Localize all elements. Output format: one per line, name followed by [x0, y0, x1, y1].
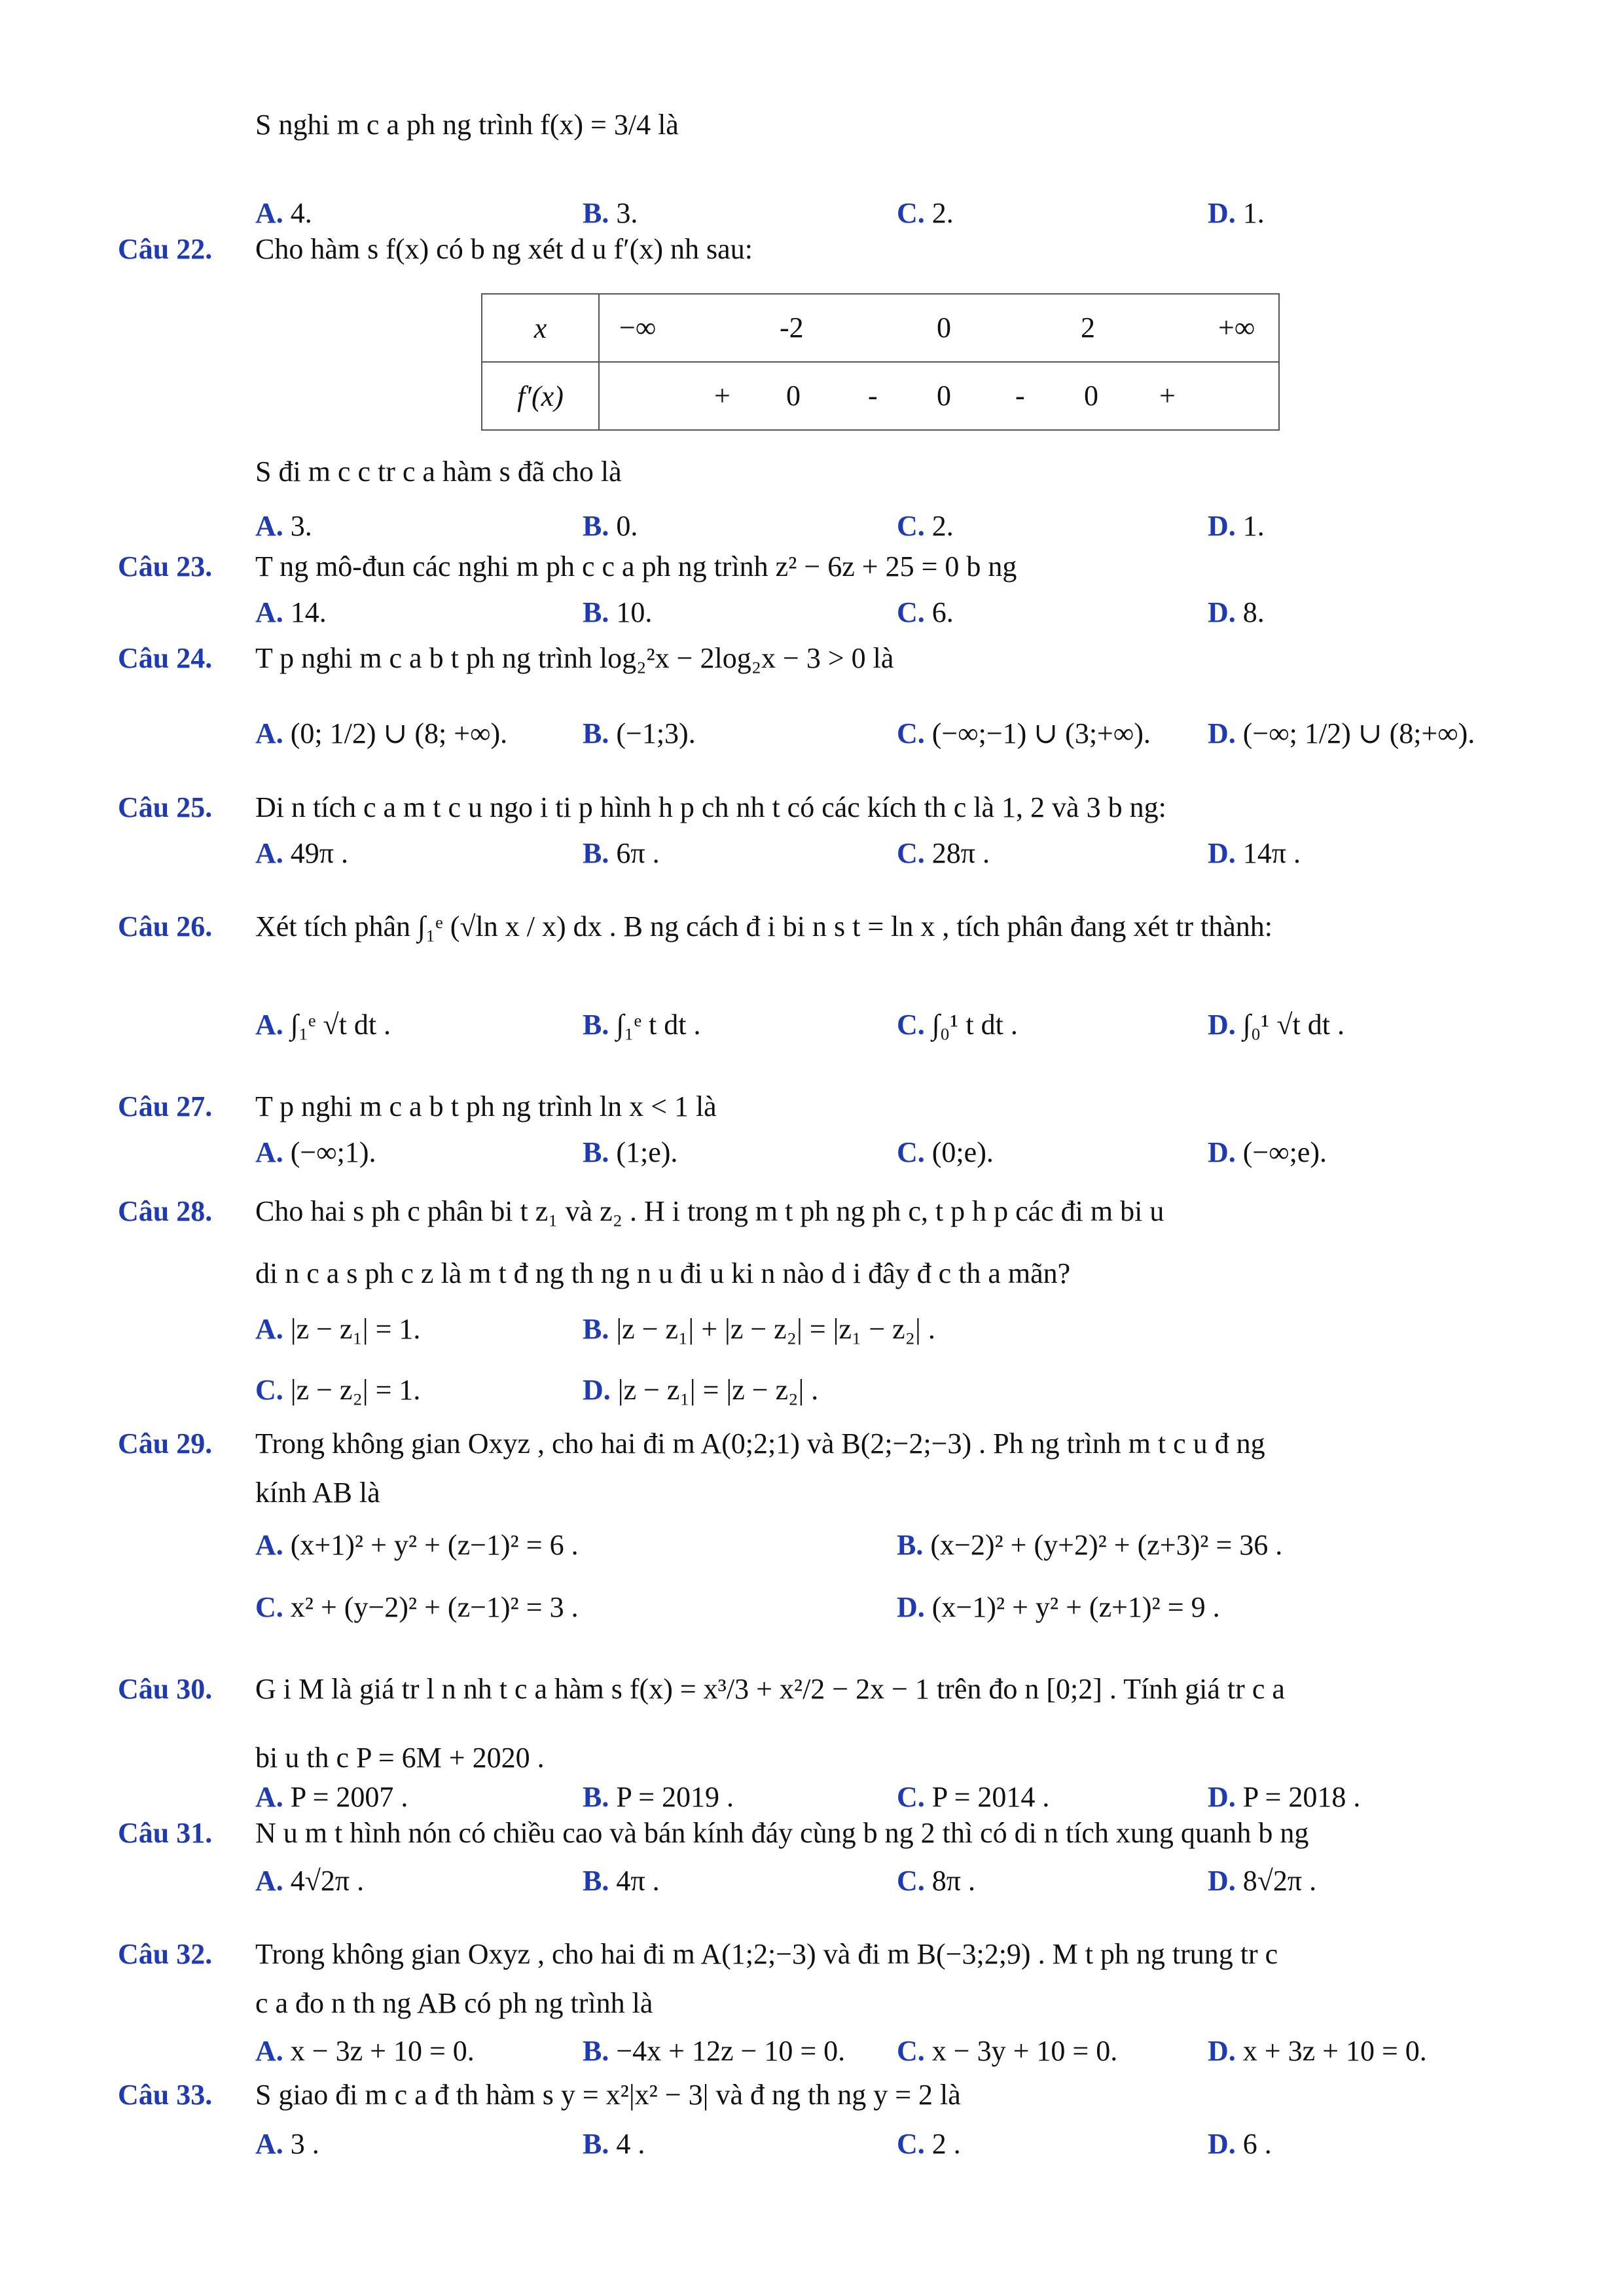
option-text: 3 . — [290, 2128, 319, 2160]
option-text: 3. — [290, 510, 312, 542]
answer-option — [583, 1008, 700, 1041]
option-letter: C. — [255, 1374, 283, 1406]
option-letter: B. — [583, 596, 609, 628]
answer-option — [255, 1373, 420, 1407]
option-letter: D. — [897, 1591, 925, 1623]
option-letter: C. — [897, 2128, 925, 2160]
answer-option — [897, 1864, 975, 1897]
question-number: Câu 24. — [118, 642, 213, 674]
answer-option — [583, 836, 660, 870]
option-letter: A. — [255, 1865, 283, 1897]
sign-value: 0 — [1084, 380, 1098, 412]
option-letter: B. — [583, 2128, 609, 2160]
option-text: 8√2π . — [1242, 1865, 1317, 1897]
option-text: 10. — [616, 596, 653, 628]
option-text: 2. — [931, 197, 954, 229]
answer-option — [1208, 1136, 1327, 1169]
question-text-continuation: di n c a s ph c z là m t đ ng th ng n u đi u ki n nào d i đây đ c th a mãn? — [255, 1257, 1071, 1289]
sign-table-x-label: x — [482, 294, 599, 362]
option-letter: A. — [255, 596, 283, 628]
option-letter: B. — [583, 1313, 609, 1345]
question-text: N u m t hình nón có chiều cao và bán kính đáy cùng b ng 2 thì có di n tích xung quanh b ng — [255, 1817, 1309, 1849]
option-letter: A. — [255, 2035, 283, 2067]
answer-option — [1208, 509, 1265, 543]
option-letter: B. — [583, 717, 609, 749]
option-text: 28π . — [931, 837, 990, 869]
question-text-continuation: S đi m c c tr c a hàm s đã cho là — [255, 456, 622, 488]
option-letter: A. — [255, 1781, 283, 1813]
question-text: Xét tích phân ∫₁ᵉ (√ln x / x) dx . B ng cách đ i bi n s t = ln x , tích phân đang xét tr thành: — [255, 910, 1273, 942]
answer-option — [255, 1590, 579, 1624]
option-letter: B. — [583, 197, 609, 229]
option-letter: A. — [255, 1009, 283, 1041]
option-text: (x−1)² + y² + (z+1)² = 9 . — [931, 1591, 1220, 1623]
option-text: 49π . — [290, 837, 348, 869]
option-text: |z − z₂| = 1. — [290, 1374, 421, 1406]
option-text: 2. — [931, 510, 954, 542]
answer-option — [897, 1590, 1220, 1624]
question-text-continuation: c a đo n th ng AB có ph ng trình là — [255, 1987, 653, 2019]
answer-option — [255, 2127, 319, 2161]
question-number: Câu 32. — [118, 1938, 213, 1970]
option-text: ∫₀¹ t dt . — [931, 1009, 1018, 1041]
answer-option — [1208, 596, 1265, 629]
question-text: T p nghi m c a b t ph ng trình ln x < 1 là — [255, 1090, 717, 1122]
answer-option — [897, 1528, 1282, 1562]
option-text: 2 . — [931, 2128, 961, 2160]
option-text: −4x + 12z − 10 = 0. — [616, 2035, 846, 2067]
answer-option — [255, 509, 312, 543]
answer-option — [1208, 1008, 1344, 1041]
option-letter: D. — [1208, 1136, 1236, 1168]
answer-option — [1208, 717, 1475, 750]
answer-option — [897, 2127, 961, 2161]
option-text: 4π . — [616, 1865, 660, 1897]
question-text: Trong không gian Oxyz , cho hai đi m A(0;2;1) và B(2;−2;−3) . Ph ng trình m t c u đ ng — [255, 1427, 1265, 1460]
option-text: 14π . — [1242, 837, 1301, 869]
answer-option — [255, 196, 312, 230]
answer-option — [897, 196, 954, 230]
option-text: x − 3z + 10 = 0. — [290, 2035, 475, 2067]
option-letter: A. — [255, 510, 283, 542]
option-text: (−∞;1). — [290, 1136, 376, 1168]
x-value: 0 — [937, 312, 951, 344]
answer-option — [583, 509, 638, 543]
option-text: x + 3z + 10 = 0. — [1242, 2035, 1427, 2067]
sign-value: + — [1159, 380, 1176, 412]
option-letter: C. — [897, 2035, 925, 2067]
question-text: Di n tích c a m t c u ngo i ti p hình h p ch nh t có các kích th c là 1, 2 và 3 b ng: — [255, 791, 1166, 823]
option-text: 6. — [931, 596, 954, 628]
question-text: T ng mô-đun các nghi m ph c c a ph ng trình z² − 6z + 25 = 0 b ng — [255, 550, 1017, 583]
option-letter: D. — [1208, 837, 1236, 869]
question-text: Trong không gian Oxyz , cho hai đi m A(1;2;−3) và đi m B(−3;2;9) . M t ph ng trung tr c — [255, 1938, 1278, 1970]
option-letter: A. — [255, 717, 283, 749]
answer-option — [583, 1373, 818, 1407]
question-number: Câu 26. — [118, 910, 213, 942]
sign-value: + — [714, 380, 731, 412]
option-letter: A. — [255, 1313, 283, 1345]
question-number: Câu 30. — [118, 1673, 213, 1705]
option-letter: C. — [897, 837, 925, 869]
question-text-continuation: kính AB là — [255, 1477, 380, 1509]
question-text-continuation: S nghi m c a ph ng trình f(x) = 3/4 là — [255, 109, 679, 141]
option-letter: C. — [255, 1591, 283, 1623]
option-letter: D. — [1208, 510, 1236, 542]
option-letter: B. — [583, 1865, 609, 1897]
answer-option — [255, 1780, 408, 1814]
option-text: x² + (y−2)² + (z−1)² = 3 . — [290, 1591, 579, 1623]
sign-value: - — [1015, 380, 1025, 412]
option-text: (−∞;−1) ∪ (3;+∞). — [931, 717, 1151, 749]
option-text: (−∞;e). — [1242, 1136, 1327, 1168]
option-text: ∫₁ᵉ √t dt . — [290, 1009, 391, 1041]
option-text: 1. — [1242, 197, 1265, 229]
option-letter: D. — [1208, 1781, 1236, 1813]
question-text: Cho hàm s f(x) có b ng xét d u f′(x) nh sau: — [255, 233, 753, 265]
answer-option — [583, 717, 696, 750]
answer-option — [255, 1528, 579, 1562]
option-text: (−∞; 1/2) ∪ (8;+∞). — [1242, 717, 1475, 749]
option-text: (0;e). — [931, 1136, 994, 1168]
option-letter: A. — [255, 197, 283, 229]
answer-option — [1208, 1864, 1316, 1897]
option-letter: B. — [583, 1009, 609, 1041]
option-text: ∫₁ᵉ t dt . — [616, 1009, 701, 1041]
x-value: +∞ — [1218, 312, 1255, 344]
option-letter: C. — [897, 1009, 925, 1041]
answer-option — [255, 1008, 391, 1041]
option-letter: B. — [583, 1136, 609, 1168]
option-text: x − 3y + 10 = 0. — [931, 2035, 1118, 2067]
question-text: G i M là giá tr l n nh t c a hàm s f(x) = x³/3 + x²/2 − 2x − 1 trên đo n [0;2] . Tính giá tr c a — [255, 1673, 1285, 1705]
option-text: 0. — [616, 510, 638, 542]
option-letter: B. — [583, 837, 609, 869]
option-text: ∫₀¹ √t dt . — [1242, 1009, 1344, 1041]
answer-option — [255, 1864, 364, 1897]
option-letter: D. — [1208, 197, 1236, 229]
x-value: -2 — [780, 312, 804, 344]
answer-option — [897, 1780, 1049, 1814]
option-text: (0; 1/2) ∪ (8; +∞). — [290, 717, 508, 749]
option-text: 14. — [290, 596, 327, 628]
answer-option — [255, 2034, 475, 2068]
option-letter: D. — [1208, 2035, 1236, 2067]
answer-option — [255, 836, 348, 870]
option-text: P = 2018 . — [1242, 1781, 1361, 1813]
sign-table — [481, 293, 1280, 431]
option-letter: D. — [1208, 717, 1236, 749]
option-letter: D. — [1208, 2128, 1236, 2160]
answer-option — [583, 1136, 677, 1169]
option-text: 6π . — [616, 837, 660, 869]
answer-option — [897, 717, 1151, 750]
option-text: |z − z₁| = |z − z₂| . — [617, 1374, 819, 1406]
option-letter: B. — [583, 510, 609, 542]
question-text-continuation: bi u th c P = 6M + 2020 . — [255, 1742, 545, 1774]
answer-option — [255, 1312, 420, 1346]
option-text: 4 . — [616, 2128, 645, 2160]
answer-option — [255, 717, 507, 750]
question-text: Cho hai s ph c phân bi t z₁ và z₂ . H i trong m t ph ng ph c, t p h p các đi m bi u — [255, 1195, 1164, 1227]
answer-option — [255, 596, 327, 629]
answer-option — [583, 1780, 734, 1814]
sign-table-derivative-label: f′(x) — [482, 362, 599, 430]
answer-option — [897, 509, 954, 543]
option-text: P = 2014 . — [931, 1781, 1050, 1813]
option-text: 4. — [290, 197, 312, 229]
option-letter: D. — [1208, 596, 1236, 628]
answer-option — [897, 596, 954, 629]
sign-table-row-derivative — [482, 362, 1279, 430]
sign-table-row-x — [482, 294, 1279, 362]
question-number: Câu 23. — [118, 550, 213, 583]
option-letter: A. — [255, 1529, 283, 1561]
sign-value: 0 — [937, 380, 951, 412]
answer-option — [583, 2127, 645, 2161]
option-text: (x−2)² + (y+2)² + (z+3)² = 36 . — [930, 1529, 1283, 1561]
option-text: 1. — [1242, 510, 1265, 542]
question-text: T p nghi m c a b t ph ng trình log₂²x − 2log₂x − 3 > 0 là — [255, 642, 894, 674]
option-letter: B. — [583, 2035, 609, 2067]
question-text: S giao đi m c a đ th hàm s y = x²|x² − 3| và đ ng th ng y = 2 là — [255, 2079, 961, 2111]
answer-option — [255, 1136, 376, 1169]
option-text: |z − z₁| + |z − z₂| = |z₁ − z₂| . — [616, 1313, 935, 1345]
option-letter: A. — [255, 837, 283, 869]
answer-option — [583, 1864, 660, 1897]
answer-option — [1208, 2034, 1427, 2068]
option-letter: A. — [255, 2128, 283, 2160]
answer-option — [583, 596, 652, 629]
question-number: Câu 27. — [118, 1090, 213, 1122]
option-text: P = 2019 . — [616, 1781, 734, 1813]
answer-option — [897, 1008, 1018, 1041]
x-value: −∞ — [619, 312, 657, 344]
question-number: Câu 31. — [118, 1817, 213, 1849]
option-letter: C. — [897, 510, 925, 542]
option-letter: B. — [897, 1529, 924, 1561]
x-value: 2 — [1081, 312, 1095, 344]
option-letter: C. — [897, 596, 925, 628]
option-text: 3. — [616, 197, 638, 229]
sign-table-derivative-values — [599, 362, 1279, 430]
option-letter: C. — [897, 717, 925, 749]
option-text: 4√2π . — [290, 1865, 365, 1897]
answer-option — [1208, 1780, 1360, 1814]
option-letter: C. — [897, 1136, 925, 1168]
answer-option — [583, 1312, 935, 1346]
option-letter: C. — [897, 1865, 925, 1897]
option-letter: C. — [897, 197, 925, 229]
answer-option — [897, 836, 990, 870]
option-letter: C. — [897, 1781, 925, 1813]
option-letter: A. — [255, 1136, 283, 1168]
question-number: Câu 29. — [118, 1427, 213, 1460]
option-text: 8π . — [931, 1865, 975, 1897]
answer-option — [897, 2034, 1117, 2068]
sign-value: 0 — [786, 380, 801, 412]
sign-value: - — [868, 380, 878, 412]
option-text: |z − z₁| = 1. — [290, 1313, 421, 1345]
answer-option — [1208, 196, 1265, 230]
question-number: Câu 25. — [118, 791, 213, 823]
option-text: 8. — [1242, 596, 1265, 628]
answer-option — [583, 2034, 845, 2068]
answer-option — [1208, 2127, 1272, 2161]
option-letter: D. — [1208, 1009, 1236, 1041]
option-text: P = 2007 . — [290, 1781, 408, 1813]
answer-option — [897, 1136, 994, 1169]
answer-option — [583, 196, 638, 230]
question-number: Câu 28. — [118, 1195, 213, 1227]
option-letter: B. — [583, 1781, 609, 1813]
option-text: 6 . — [1242, 2128, 1272, 2160]
option-text: (−1;3). — [616, 717, 696, 749]
option-text: (1;e). — [616, 1136, 678, 1168]
option-text: (x+1)² + y² + (z−1)² = 6 . — [290, 1529, 579, 1561]
question-number: Câu 22. — [118, 233, 213, 265]
option-letter: D. — [1208, 1865, 1236, 1897]
answer-option — [1208, 836, 1301, 870]
option-letter: D. — [583, 1374, 611, 1406]
question-number: Câu 33. — [118, 2079, 213, 2111]
sign-table-x-values — [599, 294, 1279, 362]
